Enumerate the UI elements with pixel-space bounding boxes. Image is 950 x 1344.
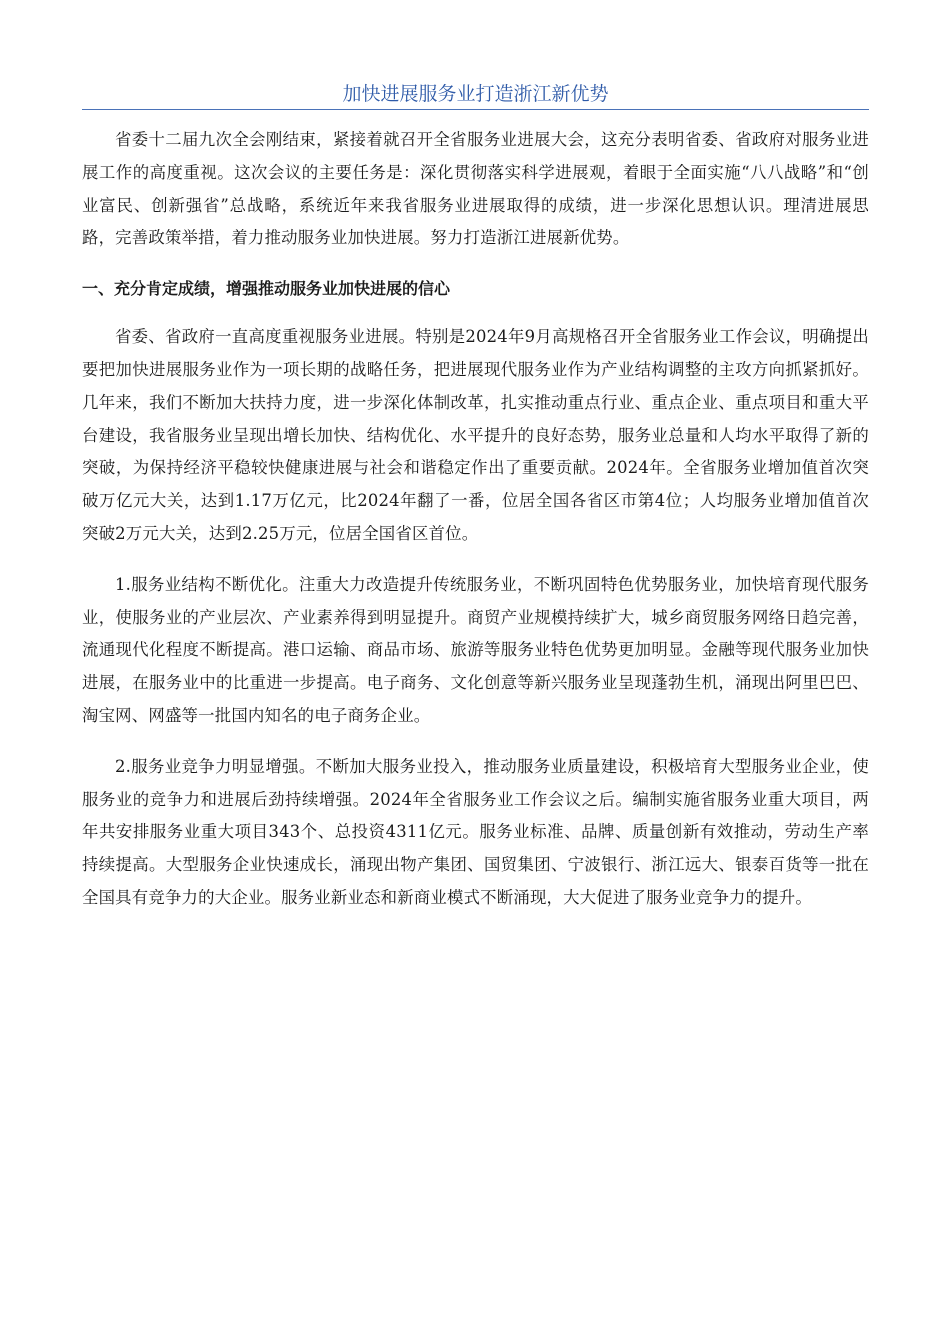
document-page <box>82 0 869 915</box>
section-paragraph-3: 2.服务业竞争力明显增强。不断加大服务业投入，推动服务业质量建设，积极培育大型服务业企业，使服务业的竞争力和进展后劲持续增强。2024年全省服务业工作会议之后。编制实施省服务业重大项目，两年共安排服务业重大项目343个、总投资4311亿元。服务业标准、品牌、质量创新有效推动，劳动生产率持续提高。大型服务企业快速成长，涌现出物产集团、国贸集团、宁波银行、浙江远大、银泰百货等一批在全国具有竞争力的大企业。服务业新业态和新商业模式不断涌现，大大促进了服务业竞争力的提升。 <box>82 756 869 907</box>
intro-paragraph: 省委十二届九次全会刚结束，紧接着就召开全省服务业进展大会，这充分表明省委、省政府对服务业进展工作的高度重视。这次会议的主要任务是：深化贯彻落实科学进展观，着眼于全面实施“八八战略”和“创业富民、创新强省”总战略，系统近年来我省服务业进展取得的成绩，进一步深化思想认识。理清进展思路，完善政策举措，着力推动服务业加快进展。努力打造浙江进展新优势。 <box>82 130 869 248</box>
section-paragraph-1: 省委、省政府一直高度重视服务业进展。特别是2024年9月高规格召开全省服务业工作会议，明确提出要把加快进展服务业作为一项长期的战略任务，把进展现代服务业作为产业结构调整的主攻方向抓紧抓好。几年来，我们不断加大扶持力度，进一步深化体制改革，扎实推动重点行业、重点企业、重点项目和重大平台建设，我省服务业呈现出增长加快、结构优化、水平提升的良好态势，服务业总量和人均水平取得了新的突破，为保持经济平稳较快健康进展与社会和谐稳定作出了重要贡献。2024年。全省服务业增加值首次突破万亿元大关，达到1.17万亿元，比2024年翻了一番，位居全国各省区市第4位；人均服务业增加值首次突破2万元大关，达到2.25万元，位居全国省区首位。 <box>82 327 869 543</box>
section-heading: 一、充分肯定成绩，增强推动服务业加快进展的信心 <box>82 279 451 299</box>
section-paragraph-2: 1.服务业结构不断优化。注重大力改造提升传统服务业，不断巩固特色优势服务业，加快培育现代服务业，使服务业的产业层次、产业素养得到明显提升。商贸产业规模持续扩大，城乡商贸服务网络日趋完善，流通现代化程度不断提高。港口运输、商品市场、旅游等服务业特色优势更加明显。金融等现代服务业加快进展，在服务业中的比重进一步提高。电子商务、文化创意等新兴服务业呈现蓬勃生机，涌现出阿里巴巴、淘宝网、网盛等一批国内知名的电子商务企业。 <box>82 574 869 725</box>
page-header-title: 加快进展服务业打造浙江新优势 <box>82 80 869 110</box>
